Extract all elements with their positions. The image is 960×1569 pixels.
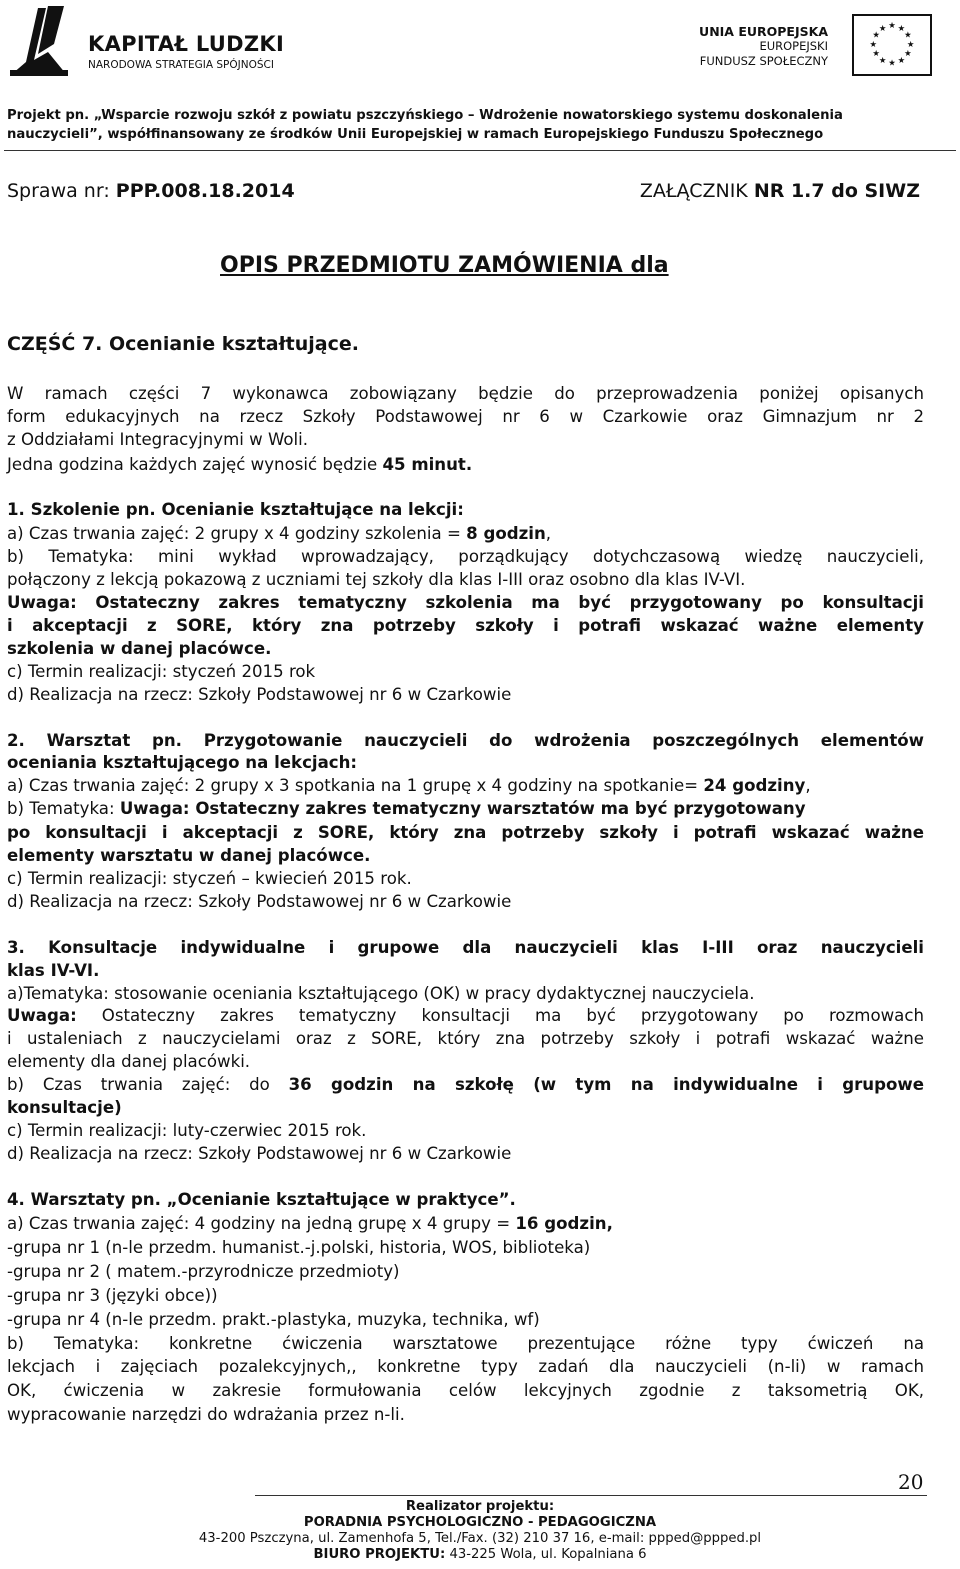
- section4-group-4: -grupa nr 4 (n-le przedm. prakt.-plastyka, muzyka, technika, wf): [7, 1310, 540, 1329]
- intro-line-3: z Oddziałami Integracyjnymi w Woli.: [7, 430, 309, 449]
- svg-text:★: ★: [872, 29, 880, 40]
- kapital-ludzki-emblem-icon: [8, 4, 70, 76]
- section1-item-c: c) Termin realizacji: styczeń 2015 rok: [7, 662, 316, 681]
- section2-heading-line2: oceniania kształtującego na lekcjach:: [7, 753, 358, 772]
- svg-text:★: ★: [878, 22, 887, 33]
- section3-note-text: Ostateczny zakres tematyczny konsultacji ma być przygotowany po rozmowach: [76, 1006, 924, 1025]
- section2-item-b-line2: po konsultacji i akceptacji z SORE, który zna potrzeby szkoły i potrafi wskazać ważne: [7, 823, 924, 842]
- kapital-ludzki-logo: [4, 4, 304, 78]
- section2-item-b-line3: elementy warsztatu w danej placówce.: [7, 846, 371, 865]
- intro-hour-text: Jedna godzina każdych zajęć wynosić będzie: [7, 455, 383, 474]
- footer-divider: [255, 1495, 927, 1496]
- section3-note-label: Uwaga:: [7, 1006, 77, 1025]
- section2-b-text: b) Tematyka:: [7, 799, 120, 818]
- section1-heading: [7, 500, 924, 520]
- section2-item-a: [7, 776, 924, 796]
- section4-item-b-line4: wypracowanie narzędzi do wdrażania przez n-li.: [7, 1405, 405, 1424]
- section2-item-b-line1: [7, 799, 924, 819]
- section3-note-line3: elementy dla danej placówki.: [7, 1052, 251, 1071]
- section1-a-value: 8 godzin: [466, 524, 546, 543]
- intro-hour-value: 45 minut.: [382, 455, 473, 474]
- svg-text:★: ★: [888, 20, 896, 31]
- eu-logo: [700, 12, 940, 82]
- section4-a-text: a) Czas trwania zajęć: 4 godziny na jedną grupę x 4 grupy =: [7, 1214, 516, 1233]
- section3-heading-line1: 3. Konsultacje indywidualne i grupowe dla nauczycieli klas I-III oraz nauczycieli: [7, 938, 924, 957]
- section4-item-b-line3: OK, ćwiczenia w zakresie formułowania celów lekcyjnych zgodnie z taksometrią OK,: [7, 1381, 924, 1400]
- section3-item-a: a)Tematyka: stosowanie oceniania kształtującego (OK) w pracy dydaktycznej nauczyciela.: [7, 984, 755, 1003]
- section1-note-line3: szkolenia w danej placówce.: [7, 639, 272, 658]
- eu-logo-line1: UNIA EUROPEJSKA: [699, 24, 828, 39]
- section1-item-b-line1: b) Tematyka: mini wykład wprowadzający, porządkujący dotychczasową wiedzę nauczycieli,: [7, 547, 924, 566]
- case-number: [7, 180, 295, 202]
- section1-a-end: ,: [545, 524, 552, 543]
- svg-text:★: ★: [872, 48, 880, 59]
- section1-a-text: a) Czas trwania zajęć: 2 grupy x 4 godziny szkolenia =: [7, 524, 467, 543]
- section2-b-note: Uwaga: Ostateczny zakres tematyczny warsztatów ma być przygotowany: [119, 799, 806, 818]
- page-number: 20: [898, 1470, 924, 1494]
- section4-group-3: -grupa nr 3 (języki obce)): [7, 1286, 218, 1305]
- svg-text:★: ★: [897, 22, 906, 33]
- section3-item-b-line1: [7, 1075, 924, 1095]
- section2-item-d: d) Realizacja na rzecz: Szkoły Podstawowej nr 6 w Czarkowie: [7, 892, 512, 911]
- section4-item-b-line2: lekcjach i zajęciach pozalekcyjnych,, konkretne typy zadań dla nauczycieli (n-li) w ramach: [7, 1357, 924, 1376]
- section3-heading-line2: klas IV-VI.: [7, 961, 100, 980]
- section2-a-end: ,: [805, 776, 811, 795]
- footer-office-address: 43-225 Wola, ul. Kopalniana 6: [445, 1547, 647, 1562]
- header-divider: [4, 150, 956, 151]
- section1-item-d: d) Realizacja na rzecz: Szkoły Podstawowej nr 6 w Czarkowie: [7, 685, 512, 704]
- footer-office-label: BIURO PROJEKTU:: [313, 1547, 446, 1562]
- case-number-value: PPP.008.18.2014: [115, 180, 295, 202]
- svg-text:★: ★: [904, 29, 912, 40]
- case-label: Sprawa nr:: [7, 180, 116, 202]
- eu-logo-text: [699, 24, 828, 69]
- section4-item-a: [7, 1214, 924, 1234]
- project-line-1: Projekt pn. „Wsparcie rozwoju szkół z powiatu pszczyńskiego – Wdrożenie nowatorskiego systemu doskonalenia: [7, 108, 843, 123]
- kapital-ludzki-subtitle: NARODOWA STRATEGIA SPÓJNOŚCI: [88, 59, 274, 71]
- section1-heading-title: Ocenianie kształtujące na lekcji:: [161, 500, 464, 519]
- footer-implementer-name: PORADNIA PSYCHOLOGICZNO - PEDAGOGICZNA: [303, 1515, 657, 1530]
- svg-text:★: ★: [888, 57, 896, 68]
- svg-text:★: ★: [869, 38, 878, 49]
- section1-item-a: [7, 524, 924, 544]
- section2-item-c: c) Termin realizacji: styczeń – kwiecień 2015 rok.: [7, 869, 412, 888]
- part-title: CZĘŚĆ 7. Ocenianie kształtujące.: [7, 333, 359, 355]
- section4-group-1: -grupa nr 1 (n-le przedm. humanist.-j.polski, historia, WOS, biblioteka): [7, 1238, 591, 1257]
- section3-b-text: b) Czas trwania zajęć: do: [7, 1075, 289, 1094]
- annex-number: NR 1.7 do SIWZ: [753, 180, 920, 202]
- eu-logo-line2: EUROPEJSKI: [759, 39, 828, 53]
- section1-item-b-line2: połączony z lekcją pokazową z uczniami tej szkoły dla klas I-III oraz osobno dla klas IV-VI.: [7, 570, 746, 589]
- eu-flag-icon: [852, 14, 932, 76]
- section1-note-line1: Uwaga: Ostateczny zakres tematyczny szkolenia ma być przygotowany po konsultacji: [7, 593, 924, 612]
- section1-note-line2: i akceptacji z SORE, który zna potrzeby szkoły i potrafi wskazać ważne elementy: [7, 616, 924, 635]
- section1-heading-number: 1. Szkolenie pn.: [7, 500, 162, 519]
- svg-text:★: ★: [897, 54, 906, 65]
- section2-heading-line1: 2. Warsztat pn. Przygotowanie nauczycieli do wdrożenia poszczególnych elementów: [7, 731, 924, 750]
- svg-text:★: ★: [906, 38, 915, 49]
- section2-a-text: a) Czas trwania zajęć: 2 grupy x 3 spotkania na 1 grupę x 4 godziny na spotkanie=: [7, 776, 704, 795]
- section4-group-2: -grupa nr 2 ( matem.-przyrodnicze przedmioty): [7, 1262, 400, 1281]
- kapital-ludzki-title: KAPITAŁ LUDZKI: [88, 32, 285, 56]
- annex-prefix: ZAŁĄCZNIK: [639, 180, 754, 202]
- annex-label: [640, 180, 920, 202]
- section4-heading: 4. Warsztaty pn. „Ocenianie kształtujące w praktyce”.: [7, 1190, 516, 1209]
- svg-text:★: ★: [878, 54, 887, 65]
- document-title: OPIS PRZEDMIOTU ZAMÓWIENIA dla: [220, 253, 669, 278]
- footer-address: 43-200 Pszczyna, ul. Zamenhofa 5, Tel./Fax. (32) 210 37 16, e-mail: ppped@ppped.pl: [198, 1531, 762, 1546]
- intro-line-2: form edukacyjnych na rzecz Szkoły Podstawowej nr 6 w Czarkowie oraz Gimnazjum nr 2: [7, 407, 924, 426]
- footer-project-office: [0, 1547, 960, 1562]
- footer-implementer-label: Realizator projektu:: [405, 1499, 555, 1514]
- intro-line-4: [7, 455, 924, 475]
- section3-b-value: 36 godzin na szkołę (w tym na indywidualne i grupowe: [288, 1075, 924, 1094]
- section4-item-b-line1: b) Tematyka: konkretne ćwiczenia warsztatowe prezentujące różne typy ćwiczeń na: [7, 1334, 924, 1353]
- section3-item-c: c) Termin realizacji: luty-czerwiec 2015 rok.: [7, 1121, 367, 1140]
- eu-logo-line3: FUNDUSZ SPOŁECZNY: [699, 54, 828, 68]
- section3-item-b-line2: konsultacje): [7, 1098, 122, 1117]
- project-line-2: nauczycieli”, współfinansowany ze środków Unii Europejskiej w ramach Europejskiego Funduszu Społecznego: [7, 127, 824, 142]
- intro-line-1: W ramach części 7 wykonawca zobowiązany będzie do przeprowadzenia poniżej opisanych: [7, 384, 924, 403]
- section4-a-value: 16 godzin,: [515, 1214, 613, 1233]
- section3-note-line1: [7, 1006, 924, 1026]
- section3-item-d: d) Realizacja na rzecz: Szkoły Podstawowej nr 6 w Czarkowie: [7, 1144, 512, 1163]
- section2-a-value: 24 godziny: [703, 776, 806, 795]
- svg-text:★: ★: [904, 48, 912, 59]
- section3-note-line2: i ustaleniach z nauczycielami oraz z SORE, który zna potrzeby szkoły i potrafi wskazać ważne: [7, 1029, 924, 1048]
